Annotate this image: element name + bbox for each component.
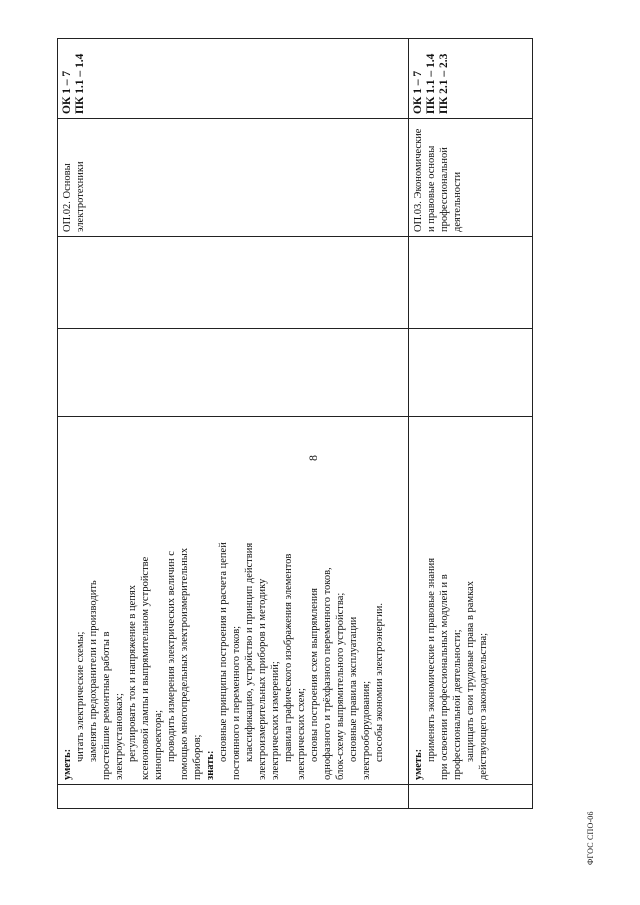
ability-line: регулировать ток и напряжение в цепях (127, 585, 138, 762)
discipline-name: ОП.03. Экономические (413, 128, 424, 232)
abilities-cell (409, 417, 533, 785)
table-row (58, 39, 409, 809)
competence-code: ОК 1 – 7 (61, 70, 73, 114)
knowledge-list (217, 421, 386, 780)
ability-line: действующего законодательства; (478, 632, 489, 780)
ability-line: заменять предохранители и производить (88, 580, 99, 762)
discipline-name: электротехники (75, 161, 86, 232)
hours-cell (58, 237, 409, 329)
ability-line: электроустановках; (114, 693, 125, 780)
knowledge-line: основные правила эксплуатации (348, 616, 359, 762)
ability-line: профессиональной деятельности; (452, 629, 463, 780)
ability-line: кинопроектора; (153, 710, 164, 780)
discipline-name: профессиональной (439, 147, 450, 232)
footer-code: ФГОС СПО-06 (586, 811, 595, 865)
knowledge-line: электрооборудования; (361, 681, 372, 780)
discipline-name: и правовые основы (426, 145, 437, 232)
competence-code: ОК 1 – 7 (412, 70, 424, 114)
curriculum-table (57, 38, 533, 809)
index-cell (409, 785, 533, 809)
competences-cell (58, 39, 409, 119)
ability-line: помощью многопредельных электроизмерительных (179, 547, 190, 780)
knowledge-line: классификацию, устройство и принцип действия (244, 542, 255, 762)
knowledge-heading: знать: (205, 750, 216, 780)
discipline-cell (58, 119, 409, 237)
knowledge-line: правила графического изображения элементов (283, 553, 294, 762)
abilities-list (425, 421, 490, 780)
ability-line: при освоении профессиональных модулей и в (439, 574, 450, 780)
discipline-name: ОП.02. Основы (62, 163, 73, 232)
abilities-list (74, 421, 204, 780)
competence-code: ПК 1.1 – 1.4 (74, 53, 86, 114)
ability-line: проводить измерения электрических величин с (166, 551, 177, 762)
discipline-name: деятельности (452, 171, 463, 232)
ability-line: защищать свои трудовые права в рамках (465, 581, 476, 762)
knowledge-line: постоянного и переменного токов; (231, 625, 242, 780)
hours-cell (58, 329, 409, 417)
knowledge-line: основы построения схем выпрямления (309, 588, 320, 762)
knowledge-line: электроизмерительных приборов и методику (257, 578, 268, 780)
knowledge-line: однофазного и трёхфазного переменного токов, (322, 567, 333, 780)
knowledge-line: способы экономии электроэнергии. (374, 603, 385, 762)
competences-cell (409, 39, 533, 119)
knowledge-line: основные принципы построения и расчета цепей (218, 542, 229, 762)
page-number: 8 (306, 455, 320, 461)
abilities-heading: уметь: (62, 748, 73, 780)
hours-cell (409, 237, 533, 329)
knowledge-line: электрических схем; (296, 688, 307, 780)
discipline-cell (409, 119, 533, 237)
index-cell (58, 785, 409, 809)
competence-code: ПК 2.1 – 2.3 (438, 53, 450, 114)
table-row (409, 39, 533, 809)
abilities-heading: уметь: (413, 748, 424, 780)
ability-line: применять экономические и правовые знания (426, 557, 437, 762)
ability-line: ксеноновой лампы и выпрямительном устройстве (140, 556, 151, 780)
competence-code: ПК 1.1 – 1.4 (425, 53, 437, 114)
knowledge-line: блок-схему выпрямительного устройства; (335, 592, 346, 780)
ability-line: простейшие ремонтные работы в (101, 631, 112, 780)
ability-line: читать электрические схемы; (75, 631, 86, 762)
hours-cell (409, 329, 533, 417)
abilities-cell (58, 417, 409, 785)
knowledge-line: электрических измерений; (270, 661, 281, 780)
ability-line: приборов; (192, 734, 203, 780)
